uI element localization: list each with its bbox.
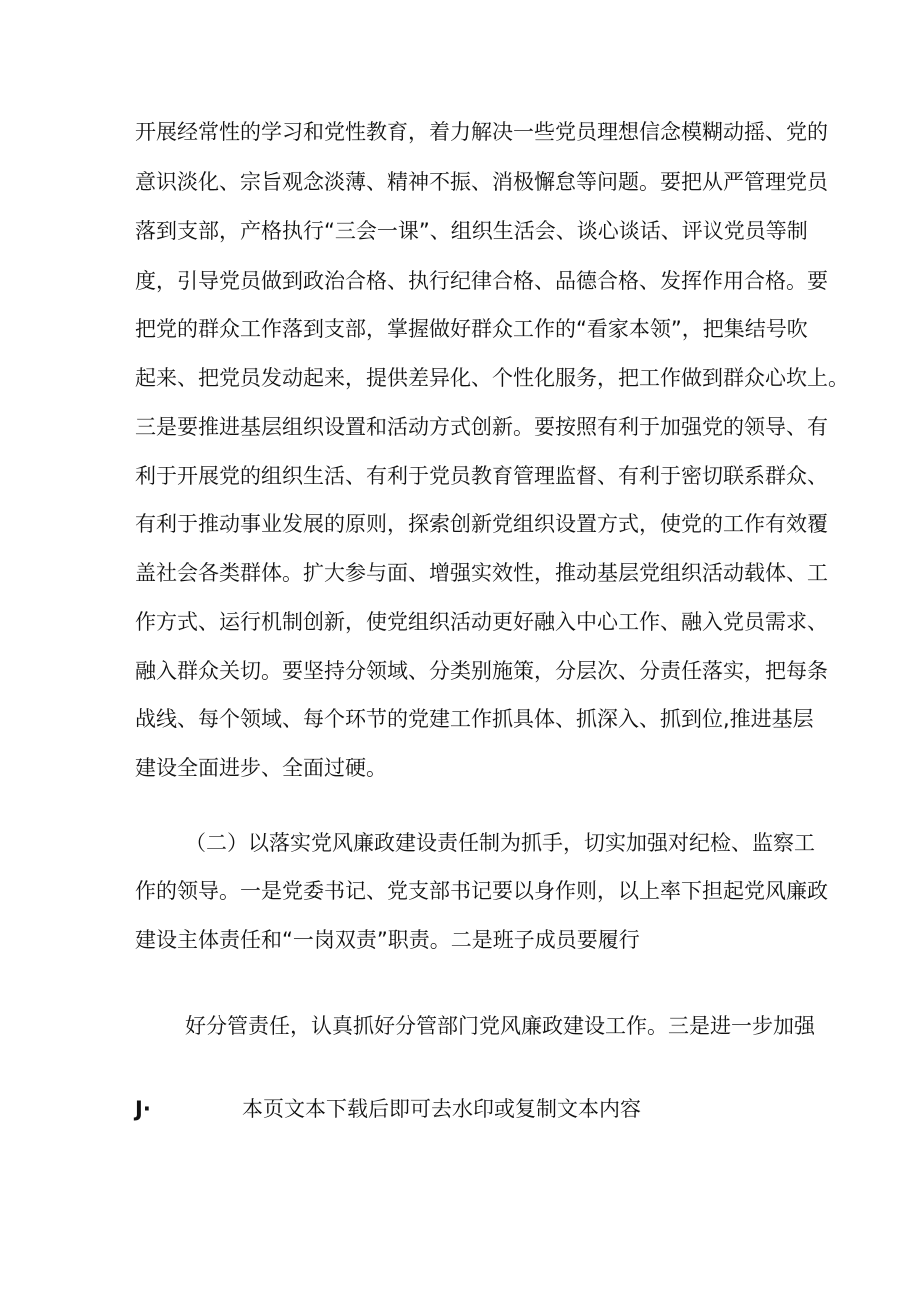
text-line: 度，引导党员做到政治合格、执行纪律合格、品德合格、发挥作用合格。要	[135, 269, 828, 293]
text-line: 盖社会各类群体。扩大参与面、增强实效性，推动基层党组织活动载体、工	[135, 561, 828, 585]
text-line: 开展经常性的学习和党性教育，着力解决一些党员理想信念模糊动摇、党的	[135, 120, 828, 144]
text-line: 战线、每个领域、每个环节的党建工作抓具体、抓深入、抓到位,推进基层	[135, 707, 814, 731]
text-line: 建设主体责任和“一岗双责”职责。二是班子成员要履行	[135, 928, 640, 952]
footer-mark: J·	[135, 1097, 151, 1121]
text-line: 落到支部，产格执行“三会一课”、组织生活会、谈心谈话、评议党员等制	[135, 219, 808, 243]
paragraph-3: 好分管责任，认真抓好分管部门党风廉政建设工作。三是进一步加强	[185, 1014, 815, 1038]
footer-notice: 本页文本下载后即可去水印或复制文本内容	[242, 1097, 641, 1121]
text-line: 建设全面进步、全面过硬。	[135, 756, 387, 780]
text-line: 作方式、运行机制创新，使党组织活动更好融入中心工作、融入党员需求、	[135, 610, 828, 634]
text-line: 融入群众关切。要坚持分领域、分类别施策，分层次、分责任落实，把每条	[135, 659, 828, 683]
text-line: 利于开展党的组织生活、有利于党员教育管理监督、有利于密切联系群众、	[135, 464, 828, 488]
text-line: 意识淡化、宗旨观念淡薄、精神不振、消极懈怠等问题。要把从严管理党员	[135, 170, 828, 194]
text-line: 作的领导。一是党委书记、党支部书记要以身作则，以上率下担起党风廉政	[135, 879, 828, 903]
text-line: 有利于推动事业发展的原则，探索创新党组织设置方式，使党的工作有效覆	[135, 512, 828, 536]
text-line: 把党的群众工作落到支部，掌握做好群众工作的“看家本领”，把集结号吹	[135, 317, 808, 341]
text-line: （二）以落实党风廉政建设责任制为抓手，切实加强对纪检、监察工	[185, 831, 815, 855]
text-line: 起来、把党员发动起来，提供差异化、个性化服务，把工作做到群众心坎上。	[135, 366, 849, 390]
text-line: 三是要推进基层组织设置和活动方式创新。要按照有利于加强党的领导、有	[135, 415, 828, 439]
